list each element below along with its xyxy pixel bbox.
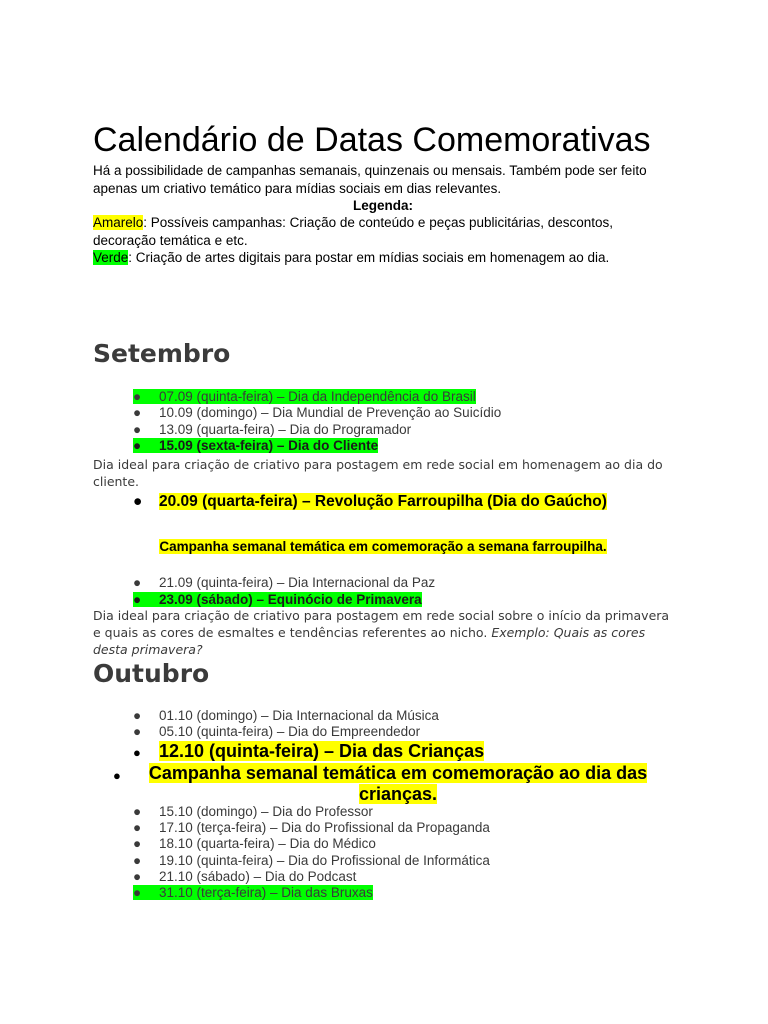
list-item-text: 21.10 (sábado) – Dia do Podcast — [159, 868, 357, 884]
bullet: ● — [133, 836, 142, 852]
list-item-text: 05.10 (quinta-feira) – Dia do Empreendedor — [159, 724, 421, 740]
bullet: ● — [133, 575, 142, 590]
legend-green — [93, 249, 673, 267]
month-heading-outubro: Outubro — [93, 659, 210, 688]
list-item-text: 15.10 (domingo) – Dia do Professor — [159, 804, 373, 819]
list-item-highlight — [133, 405, 501, 420]
criancas-text: 12.10 (quinta-feira) – Dia das Crianças — [159, 741, 485, 761]
bullet: ● — [133, 820, 142, 836]
list-item-text: 23.09 (sábado) – Equinócio de Primavera — [159, 591, 422, 607]
list-item-text: 07.09 (quinta-feira) – Dia da Independência do Brasil — [159, 389, 476, 404]
farroupilha-campaign — [93, 538, 673, 555]
note-dia-do-cliente: Dia ideal para criação de criativo para postagem em rede social em homenagem ao dia do cliente. — [93, 457, 663, 489]
list-item-highlight — [133, 820, 490, 835]
legend-green-text: : Criação de artes digitais para postar em mídias sociais em homenagem ao dia. — [128, 250, 610, 265]
list-item — [133, 853, 490, 869]
bullet: ● — [133, 405, 142, 421]
list-item-highlight — [133, 708, 439, 723]
list-item — [133, 820, 490, 836]
bullet: ● — [133, 437, 142, 453]
list-item — [133, 389, 476, 405]
list-item-highlight — [133, 804, 373, 819]
list-item-text: 18.10 (quarta-feira) – Dia do Médico — [159, 836, 376, 852]
list-item-highlight — [133, 422, 411, 437]
list-item-highlight — [133, 724, 420, 739]
list-item — [133, 804, 373, 820]
legend-yellow — [93, 214, 673, 249]
list-item-highlight — [133, 438, 378, 453]
page-title: Calendário de Datas Comemorativas — [93, 121, 651, 159]
list-item-highlight — [133, 592, 422, 607]
note-primavera — [93, 607, 673, 658]
list-item — [133, 592, 422, 608]
list-item-highlight — [133, 575, 435, 590]
bullet: ● — [133, 852, 142, 868]
bullet: ● — [133, 591, 142, 607]
bullet: ● — [133, 389, 142, 404]
list-item — [133, 836, 376, 852]
bullet: ● — [133, 724, 142, 740]
list-item — [133, 575, 435, 591]
list-item-text: 15.09 (sexta-feira) – Dia do Cliente — [159, 437, 379, 453]
list-item-text: 19.10 (quinta-feira) – Dia do Profissional de Informática — [159, 852, 490, 868]
list-item-highlight — [133, 869, 356, 884]
bullet: ● — [113, 768, 121, 783]
farroupilha-campaign-text: Campanha semanal temática em comemoração a semana farroupilha. — [159, 539, 607, 554]
list-item-text: 17.10 (terça-feira) – Dia do Profissional da Propaganda — [159, 820, 490, 836]
list-item-text: 31.10 (terça-feira) – Dia das Bruxas — [159, 885, 373, 900]
legend-title: Legenda: — [352, 198, 413, 213]
legend-yellow-key: Amarelo — [93, 215, 144, 230]
criancas-campaign-line2: crianças. — [358, 784, 438, 804]
bullet: ● — [133, 745, 141, 760]
list-item — [133, 885, 373, 901]
bullet: ● — [133, 804, 142, 819]
list-item-highlight — [133, 836, 376, 851]
farroupilha-text: 20.09 (quarta-feira) – Revolução Farroupilha (Dia do Gaúcho) — [159, 493, 607, 510]
list-item — [133, 708, 439, 724]
list-item-highlight — [133, 885, 373, 900]
list-item-text: 13.09 (quarta-feira) – Dia do Programador — [159, 421, 412, 437]
intro-paragraph: Há a possibilidade de campanhas semanais, quinzenais ou mensais. Também pode ser feito apenas um criativo temático para mídias sociais em dias relevantes. — [93, 163, 647, 196]
list-item-criancas — [133, 741, 484, 763]
bullet: ● — [133, 708, 142, 723]
note-primavera-text: Dia ideal para criação de criativo para postagem em rede social sobre o início da primavera e quais as cores de esmaltes e tendências referentes ao nicho. — [93, 608, 670, 640]
list-item — [133, 869, 356, 885]
month-heading-setembro: Setembro — [93, 339, 231, 368]
list-item-highlight — [133, 853, 490, 868]
list-item-text: 21.09 (quinta-feira) – Dia Internacional da Paz — [159, 575, 436, 590]
list-item-highlight — [133, 389, 476, 404]
bullet: ● — [133, 421, 142, 437]
list-item-text: 01.10 (domingo) – Dia Internacional da Música — [159, 708, 439, 723]
list-item — [133, 422, 411, 438]
bullet: ● — [133, 493, 143, 510]
list-item — [133, 438, 378, 454]
list-item-farroupilha — [133, 492, 607, 511]
list-item-text: 10.09 (domingo) – Dia Mundial de Prevenção ao Suicídio — [159, 405, 502, 421]
legend-yellow-text: : Possíveis campanhas: Criação de conteúdo e peças publicitárias, descontos, decoração temática e etc. — [93, 215, 614, 248]
note-primavera-example: Exemplo: Quais as cores desta primavera? — [93, 625, 646, 657]
list-item — [133, 405, 501, 421]
bullet: ● — [133, 885, 142, 900]
list-item — [133, 724, 420, 740]
criancas-campaign — [113, 763, 683, 805]
legend-green-key: Verde — [93, 250, 129, 265]
bullet: ● — [133, 868, 142, 884]
criancas-campaign-line1: Campanha semanal temática em comemoração ao dia das — [148, 763, 648, 783]
